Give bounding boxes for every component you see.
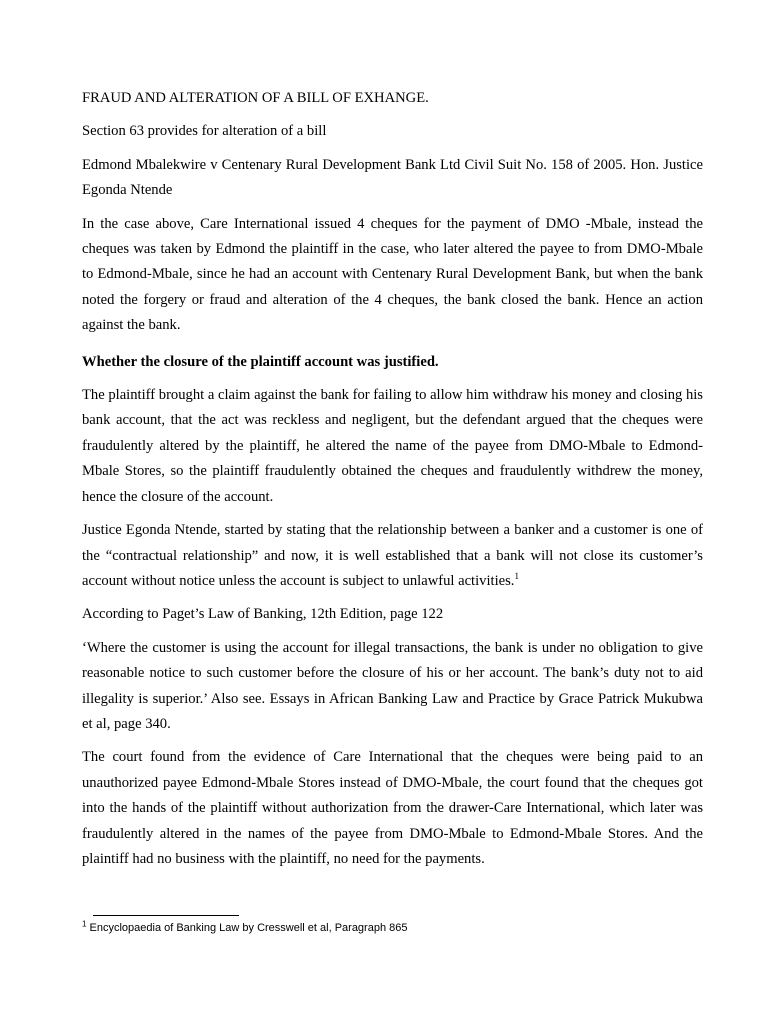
footnote-text: Encyclopaedia of Banking Law by Cresswell et al, Paragraph 865 (89, 922, 408, 934)
footnote-marker: 1 (82, 919, 87, 929)
footnote-reference[interactable]: 1 (514, 571, 519, 582)
footnote (82, 919, 702, 937)
pagets-reference: According to Paget’s Law of Banking, 12th Edition, page 122 (82, 606, 444, 623)
section-note: Section 63 provides for alteration of a bill (82, 123, 327, 140)
quote-paragraph: ‘Where the customer is using the account for illegal transactions, the bank is under no obligation to give reasonable notice to such customer before the closure of his or her account. The bank’s duty not to aid illegality is superior.’ Also see. Essays in African Banking Law and Practice by Grace Patrick Mukubwa et al, page 340. (82, 639, 703, 732)
claim-paragraph: The plaintiff brought a claim against the bank for failing to allow him withdraw his money and closing his bank account, that the act was reckless and negligent, but the defendant argued that the cheques were fraudulently altered by the plaintiff, he altered the name of the payee from DMO-Mbale to Edmond- Mbale Stores, so the plaintiff fraudulently obtained the cheques and fraudulently withdrew the money, hence the closure of the account. (82, 387, 703, 505)
justice-paragraph (82, 518, 703, 594)
case-citation: Edmond Mbalekwire v Centenary Rural Development Bank Ltd Civil Suit No. 158 of 2005. Hon. Justice Egonda Ntende (82, 156, 703, 199)
document-title: FRAUD AND ALTERATION OF A BILL OF EXHANGE. (82, 90, 429, 106)
facts-paragraph: In the case above, Care International issued 4 cheques for the payment of DMO -Mbale, instead the cheques was taken by Edmond the plaintiff in the case, who later altered the payee to from DMO-Mbale to Edmond-Mbale, since he had an account with Centenary Rural Development Bank, but when the bank noted the forgery or fraud and alteration of the 4 cheques, the bank closed the bank. Hence an action against the bank. (82, 215, 703, 334)
finding-paragraph: The court found from the evidence of Care International that the cheques were being paid to an unauthorized payee Edmond-Mbale Stores instead of DMO-Mbale, the court found that the cheques got into the hands of the plaintiff without authorization from the drawer-Care International, which later was fraudulently altered in the names of the payee from DMO-Mbale to Edmond-Mbale Stores. And the plaintiff had no business with the plaintiff, no need for the payments. (82, 749, 703, 867)
justice-paragraph-text: Justice Egonda Ntende, started by stating that the relationship between a banker and a customer is one of the “contractual relationship” and now, it is well established that a bank will not close its customer’s account without notice unless the account is subject to unlawful activities. (82, 522, 703, 589)
document-body (82, 86, 703, 880)
issue-heading: Whether the closure of the plaintiff account was justified. (82, 353, 439, 370)
footnote-separator (93, 915, 239, 916)
